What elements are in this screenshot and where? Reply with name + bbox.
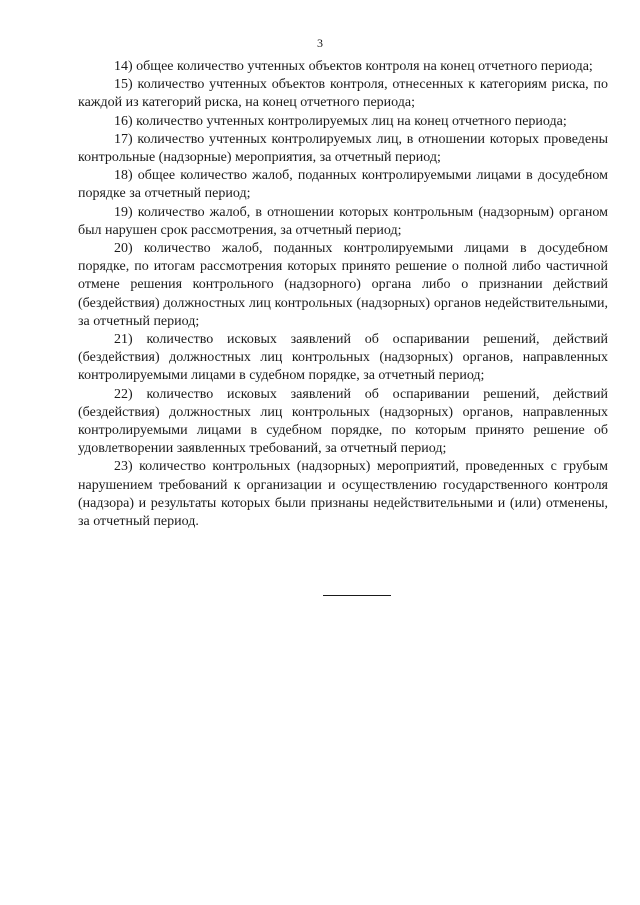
list-item-22: 22) количество исковых заявлений об оспаривании решений, действий (бездействия) должностных лиц контрольных (надзорных) органов, направленных контролируемыми лицами в судебном порядке, по которым принято решение об удовлетворении заявленных требований, за отчетный период; xyxy=(78,386,608,457)
list-item-20: 20) количество жалоб, поданных контролируемыми лицами в досудебном порядке, по итогам рассмотрения которых принято решение о полной либо частичной отмене решения контрольного (надзорного) органа либо о признании действий (бездействия) должностных лиц контрольных (надзорных) органов недействительными, за отчетный период; xyxy=(78,241,608,329)
list-item-14: 14) общее количество учтенных объектов контроля на конец отчетного периода; xyxy=(114,59,593,74)
list-item-19: 19) количество жалоб, в отношении которых контрольным (надзорным) органом был нарушен срок рассмотрения, за отчетный период; xyxy=(78,204,608,238)
list-item-23: 23) количество контрольных (надзорных) мероприятий, проведенных с грубым нарушением требований к организации и осуществлению государственного контроля (надзора) и результаты которых были признаны недействительными и (или) отменены, за отчетный период. xyxy=(78,459,608,530)
list-item-17: 17) количество учтенных контролируемых лиц, в отношении которых проведены контрольные (надзорные) мероприятия, за отчетный период; xyxy=(78,131,608,166)
document-body xyxy=(78,58,608,531)
list-item-15: 15) количество учтенных объектов контроля, отнесенных к категориям риска, по каждой из категорий риска, на конец отчетного периода; xyxy=(78,77,608,111)
list-item-21: 21) количество исковых заявлений об оспаривании решений, действий (бездействия) должностных лиц контрольных (надзорных) органов, направленных контролируемыми лицами в судебном порядке, за отчетный период; xyxy=(78,332,608,384)
page-number: 3 xyxy=(317,36,323,50)
end-separator-line xyxy=(323,595,391,596)
list-item-18: 18) общее количество жалоб, поданных контролируемыми лицами в досудебном порядке за отчетный период; xyxy=(78,168,608,202)
list-item-16: 16) количество учтенных контролируемых лиц на конец отчетного периода; xyxy=(114,113,567,129)
